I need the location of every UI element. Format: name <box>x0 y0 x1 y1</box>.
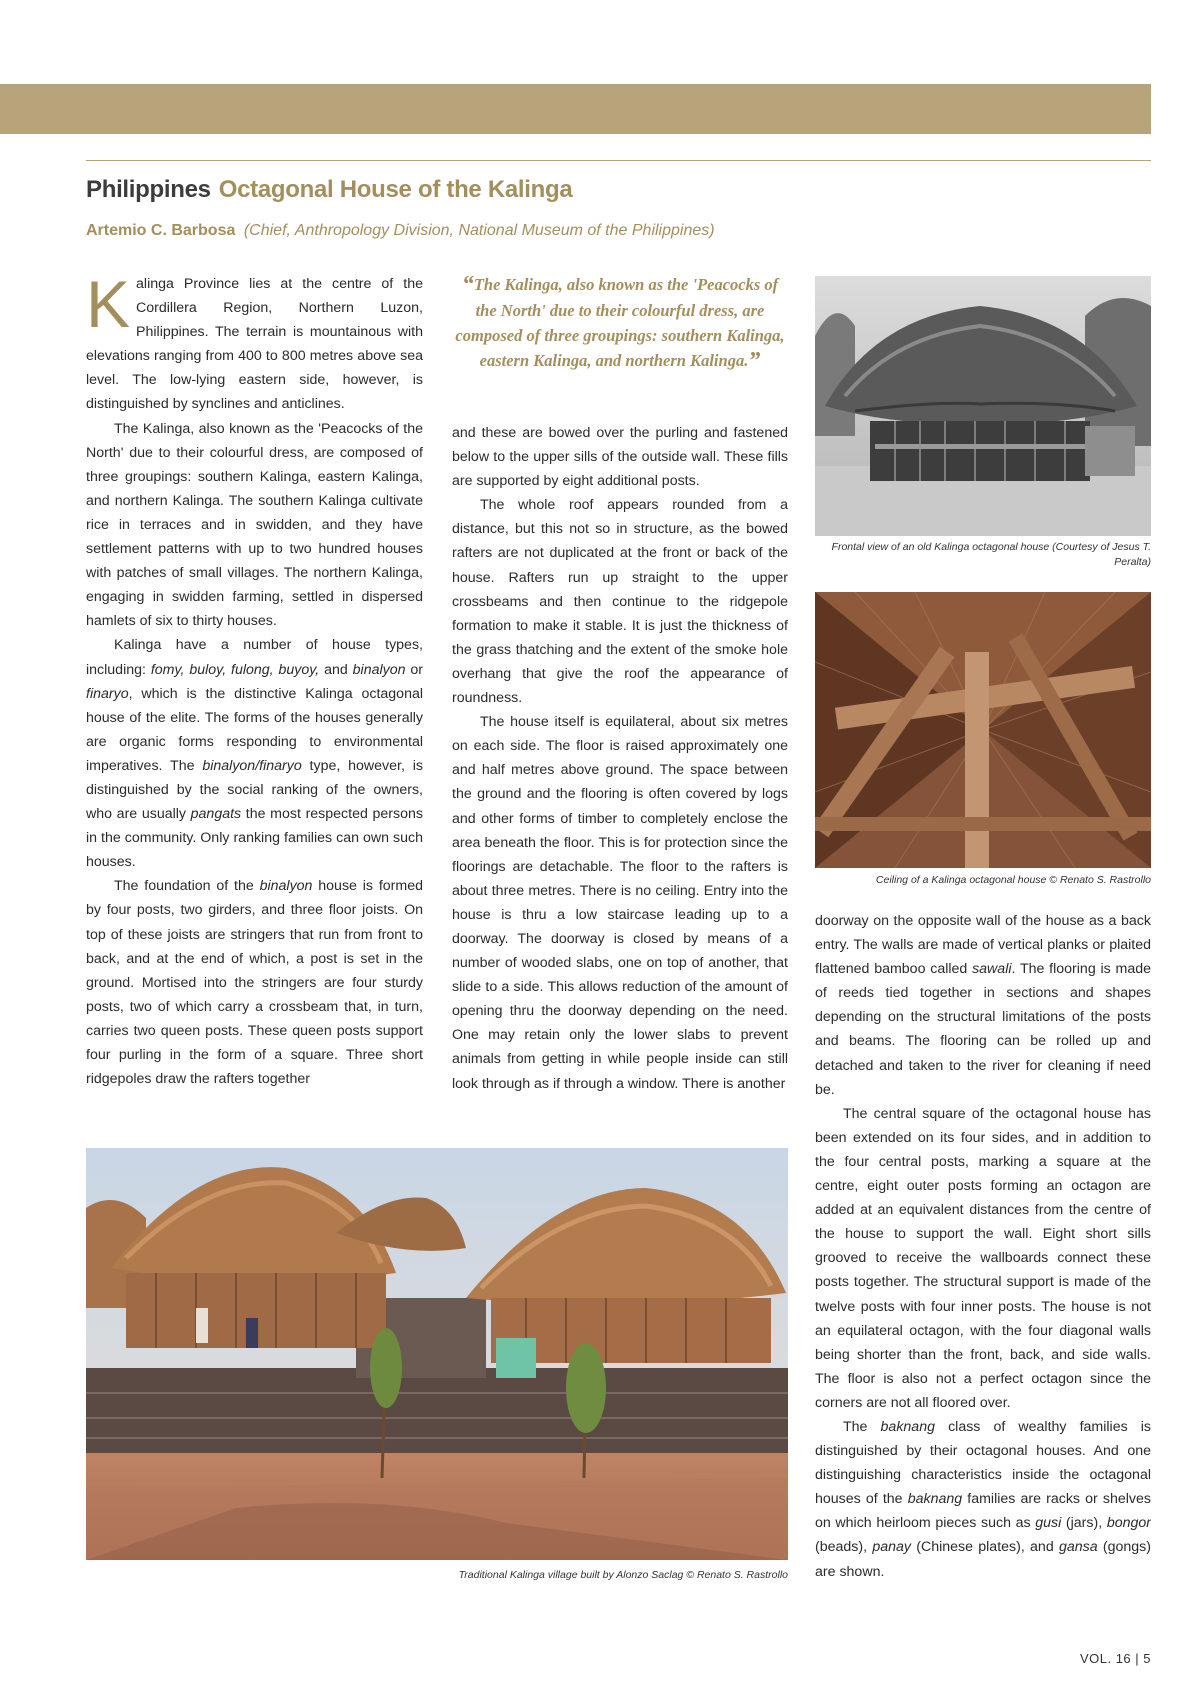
page-folio: VOL. 16 | 5 <box>1079 1651 1151 1666</box>
caption-photo-1: Frontal view of an old Kalinga octagonal house (Courtesy of Jesus T. Peralta) <box>831 541 1151 568</box>
body-column-2 <box>452 421 788 1128</box>
caption-photo-2: Ceiling of a Kalinga octagonal house © Renato S. Rastrollo <box>875 874 1151 886</box>
photo-old-octagonal-house <box>815 276 1151 536</box>
paragraph-5: and these are bowed over the purling and fastened below to the upper sills of the outside wall. These fills are supported by eight additional posts. <box>452 425 788 490</box>
author-name: Artemio C. Barbosa <box>86 222 236 239</box>
paragraph-2: The Kalinga, also known as the 'Peacocks of the North' due to their colourful dress, are composed of three groupings: southern Kalinga, eastern Kalinga, and northern Kalinga. The southern Kalinga cultivate rice in terraces and in swidden, and they have settlement patterns with up to two hundred houses with patches of small villages. The northern Kalinga, engaging in swidden farming, settled in dispersed hamlets of six to thirty houses. <box>86 420 423 630</box>
paragraph-8: doorway on the opposite wall of the house as a back entry. The walls are made of vertical planks or plaited flattened bamboo called sawali. The flooring is made of reeds tied together in sections and shapes depending on the structural limitations of the posts and beams. The flooring can be rolled up and detached and taken to the river for cleaning if need be. <box>815 913 1151 1098</box>
caption-photo-3: Traditional Kalinga village built by Alonzo Saclag © Renato S. Rastrollo <box>458 1569 788 1581</box>
pull-quote-text: The Kalinga, also known as the 'Peacocks of the North' due to their colourful dress, are composed of three groupings: southern Kalinga, eastern Kalinga, and northern Kalinga. <box>455 275 785 370</box>
body-column-3 <box>815 909 1151 1599</box>
title-country: Philippines <box>86 176 211 203</box>
photo-kalinga-village <box>86 1148 788 1560</box>
drop-cap: K <box>86 272 131 341</box>
paragraph-6: The whole roof appears rounded from a distance, but this not so in structure, as the bowed rafters are not duplicated at the front or back of the house. Rafters run up straight to the upper crossbeams and then continue to the ridgepole formation to make it stable. It is just the thickness of the grass thatching and the extent of the smoke hole overhang that give the roof the appearance of roundness. <box>452 497 788 707</box>
pull-quote <box>452 272 788 374</box>
body-column-1 <box>86 272 423 1130</box>
paragraph-10: The baknang class of wealthy families is distinguished by their octagonal houses. And one distinguishing characteristics inside the octagonal houses of the baknang families are racks or shelves on which heirloom pieces such as gusi (jars), bongor (beads), panay (Chinese plates), and gansa (gongs) are shown. <box>815 1418 1151 1580</box>
photo-ceiling <box>815 592 1151 868</box>
article-title <box>86 176 572 204</box>
paragraph-1: Kalinga Province lies at the centre of the Cordillera Region, Northern Luzon, Philippines. The terrain is mountainous with elevations ranging from 400 to 800 metres above sea level. The low-lying eastern side, however, is distinguished by synclines and anticlines. <box>86 272 423 413</box>
quote-open-mark: “ <box>461 272 474 298</box>
paragraph-9: The central square of the octagonal house has been extended on its four sides, and in addition to the four central posts, marking a square at the centre, eight outer posts forming an octagon are added at an equivalent distances from the centre of the house to support the wall. Eight short sills grooved to receive the wallboards connect these posts together. The structural support is made of the twelve posts with four inner posts. The house is not an equilateral octagon, with the four diagonal walls being shorter than the front, back, and side walls. The floor is also not a perfect octagon since the corners are not all floored over. <box>815 1105 1151 1411</box>
title-topic: Octagonal House of the Kalinga <box>218 176 573 203</box>
quote-close-mark: ” <box>748 348 761 374</box>
paragraph-4: The foundation of the binalyon house is formed by four posts, two girders, and three floor joists. On top of these joists are stringers that run from front to back, and at the end of which, a post is set in the ground. Mortised into the stringers are four sturdy posts, two of which carry a crossbeam that, in turn, carries two queen posts. These queen posts support four purling in the form of a square. Three short ridgepoles draw the rafters together <box>86 878 423 1088</box>
byline <box>86 222 715 240</box>
header-rule <box>86 160 1151 161</box>
header-band <box>0 84 1151 134</box>
paragraph-7: The house itself is equilateral, about six metres on each side. The floor is raised approximately one and half metres above ground. The space between the ground and the flooring is often covered by logs and other forms of timber to completely enclose the area beneath the floor. This is for protection since the floorings are detachable. The floor to the rafters is about three metres. There is no ceiling. Entry into the house is thru a low staircase leading up to a doorway. The doorway is closed by means of a number of wooded slabs, one on top of another, that slide to a side. This allows reduction of the amount of opening thru the doorway depending on the need. One may retain only the lower slabs to prevent animals from getting in while people inside can still look through as if through a window. There is another <box>452 714 788 1092</box>
paragraph-3: Kalinga have a number of house types, including: fomy, buloy, fulong, buyoy, and binalyon or finaryo, which is the distinctive Kalinga octagonal house of the elite. The forms of the houses generally are organic forms responding to environmental imperatives. The binalyon/finaryo type, however, is distinguished by the social ranking of the owners, who are usually pangats the most respected persons in the community. Only ranking families can own such houses. <box>86 637 423 871</box>
author-affiliation: (Chief, Anthropology Division, National Museum of the Philippines) <box>243 222 715 239</box>
